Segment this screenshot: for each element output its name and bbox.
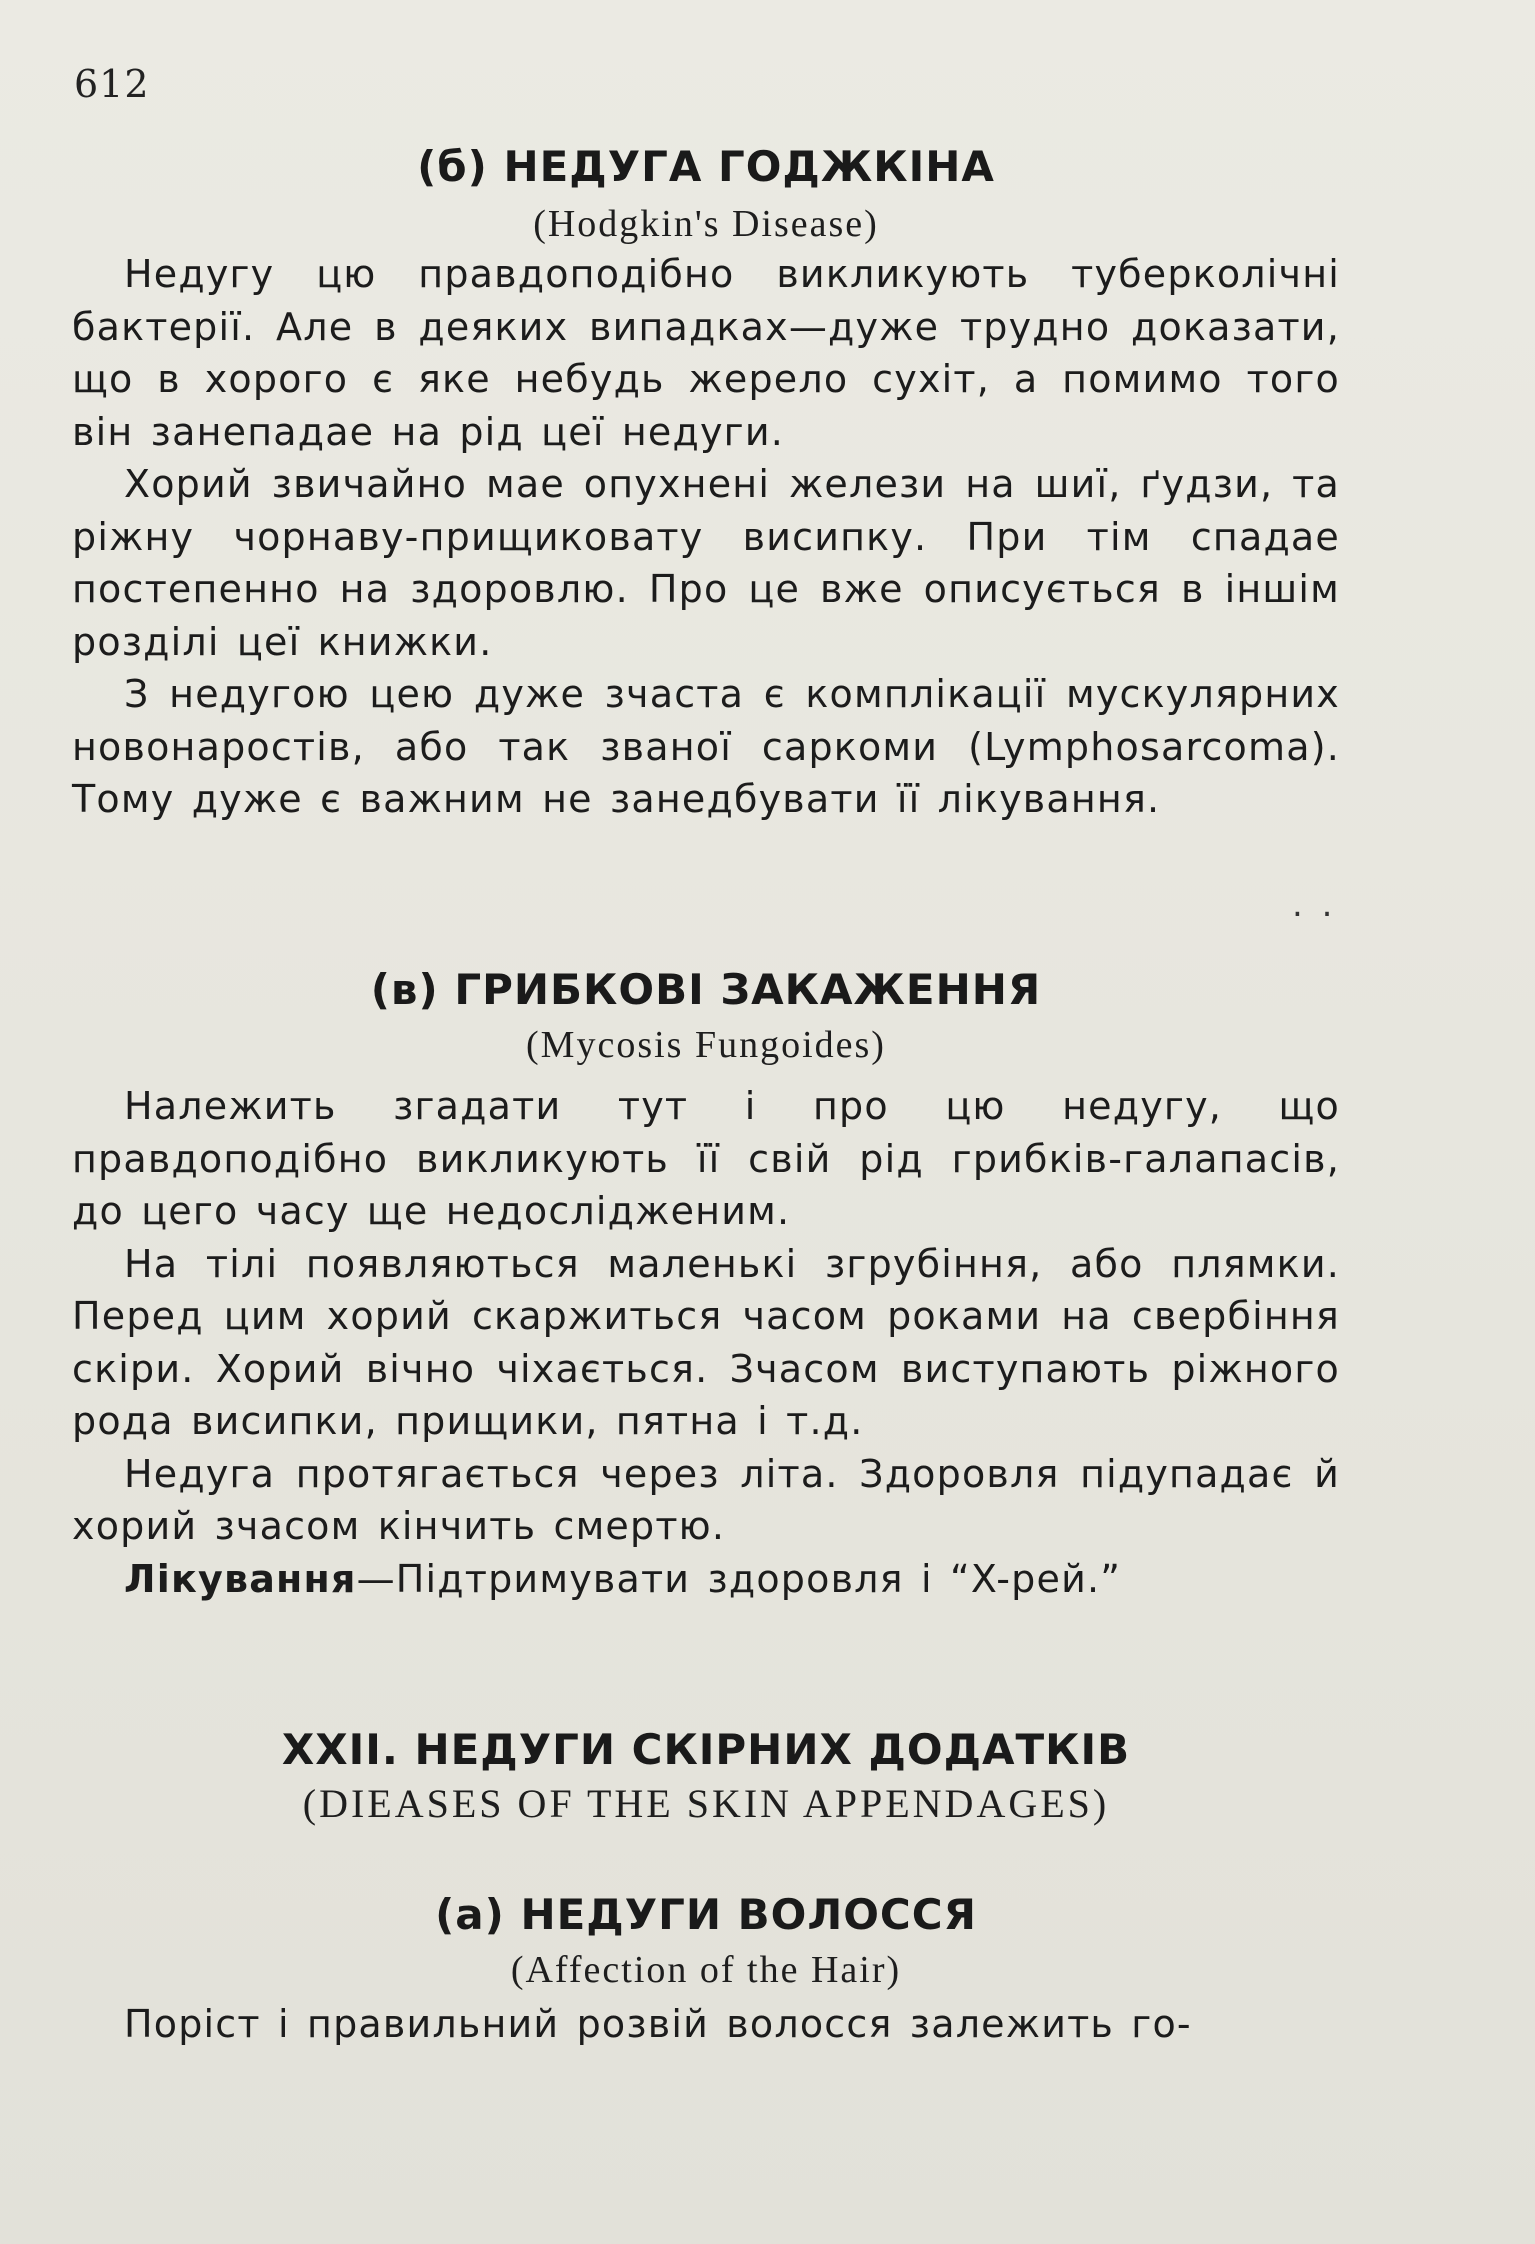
paragraph: Недугу цю правдоподібно викликують туберколічні бактерії. Але в деяких випадках—дуже трудно доказати, що в хорого є яке небудь жерело сухіт, а помимо того він занепадае на рід цеї недуги.: [72, 252, 1340, 454]
paragraph: Недуга протягається через літа. Здоровля підупадає й хорий зчасом кінчить смертю.: [72, 1451, 1340, 1548]
treatment-label: Лікування: [124, 1556, 357, 1601]
treatment-line: [72, 1553, 1340, 1606]
section-a-title: (а) НЕДУГИ ВОЛОССЯ: [435, 1890, 977, 1939]
paragraph: З недугою цею дуже зчаста є комплікації мускулярних новонаростів, або так званої саркоми (Lymphosarcoma). Тому дуже є важним не занедбувати її лікування.: [72, 672, 1340, 821]
treatment-text: —Підтримувати здоровля і “X-рей.”: [356, 1556, 1122, 1601]
section-v-subtitle: (Mycosis Fungoides): [526, 1024, 886, 1066]
section-a-subtitle: (Affection of the Hair): [510, 1949, 902, 1991]
section-v-title: (в) ГРИБКОВІ ЗАКАЖЕННЯ: [370, 965, 1042, 1014]
chapter-title: XXII. НЕДУГИ СКІРНИХ ДОДАТКІВ: [281, 1725, 1131, 1774]
section-v-body: [72, 1080, 1340, 1605]
page-number: 612: [74, 62, 150, 106]
section-b-title: (б) НЕДУГА ГОДЖКІНА: [417, 142, 995, 191]
end-mark: . .: [1292, 885, 1337, 925]
paragraph: Хорий звичайно мае опухнені желези на шиї, ґудзи, та ріжну чорнаву-прищиковату висипку. При тім спадае постепенно на здоровлю. Про це вже описується в іншім розділі цеї книжки.: [72, 462, 1340, 664]
paragraph: На тілі появляються маленькі згрубіння, або плямки. Перед цим хорий скаржиться часом роками на свербіння скіри. Хорий вічно чіхається. Зчасом виступають ріжного рода висипки, прищики, пятна і т.д.: [72, 1241, 1340, 1443]
paragraph: Належить згадати тут і про цю недугу, що правдоподібно викликують її свій рід грибків-галапасів, до цего часу ще недослідженим.: [72, 1084, 1340, 1233]
section-b-body: [72, 248, 1340, 826]
paragraph: Поріст і правильний розвій волосся залежить го-: [124, 2002, 1192, 2046]
section-a-body: [72, 1998, 1340, 2051]
chapter-subtitle: (DIEASES OF THE SKIN APPENDAGES): [302, 1781, 1110, 1826]
section-b-subtitle: (Hodgkin's Disease): [533, 203, 879, 245]
